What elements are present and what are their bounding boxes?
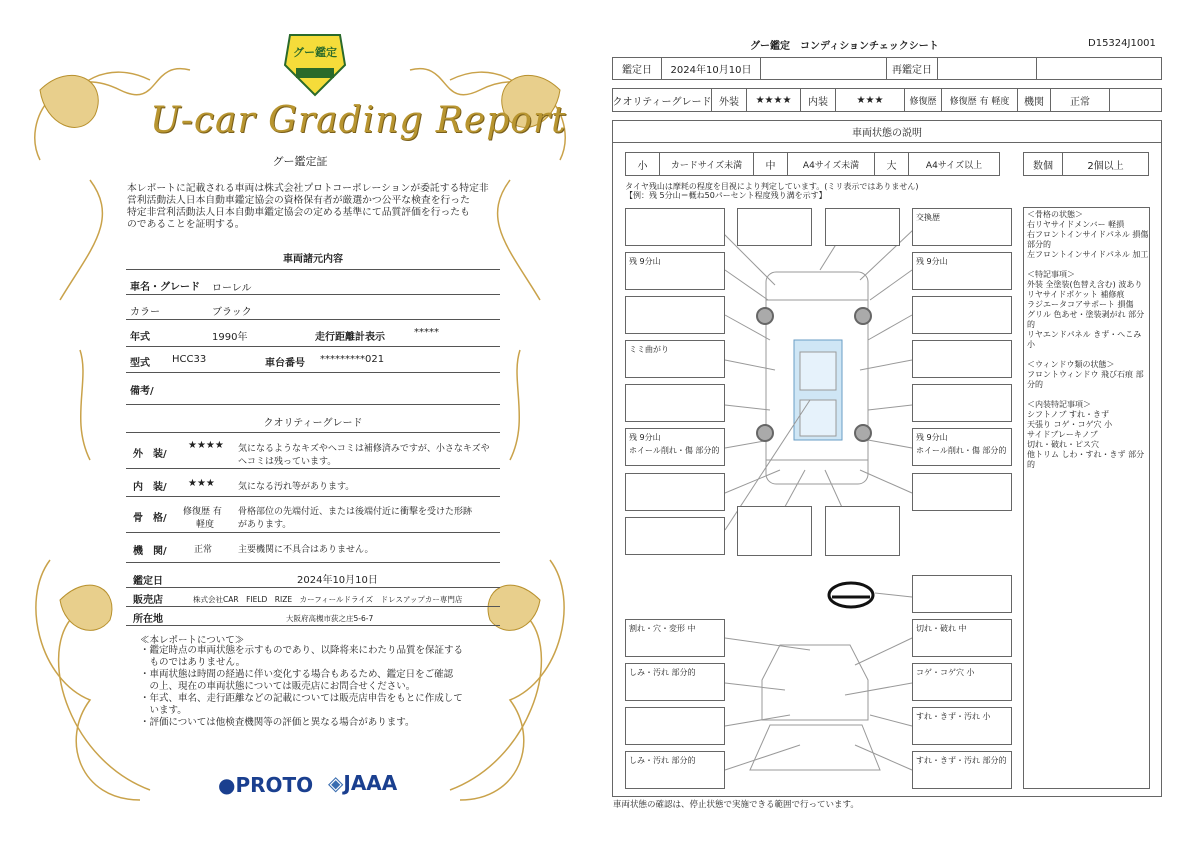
- box-label: すれ・きず・汚れ 小: [916, 712, 991, 721]
- size-key: 小: [625, 152, 660, 176]
- state-title: 車両状態の説明: [612, 120, 1162, 143]
- grade-desc: があります。: [238, 520, 292, 530]
- jaaa-logo: ◈JAAA: [328, 771, 398, 795]
- exterior-grade: ★★★★: [746, 88, 801, 112]
- redate-label: 再鑑定日: [886, 57, 938, 80]
- remarks-label: 備考/: [130, 386, 154, 397]
- notes-panel: ＜骨格の状態＞ 右リヤサイドメンバー 軽損 右フロントインサイドパネル 損傷 部分的 左フロントインサイドパネル 加工 ＜特記事項＞ 外装 全塗装(色替え含む) 波あり リヤサイドポケット 補修痕 ラジエータコアサポート 損傷 グリル 色あせ・塗装剥がれ 部分的 リヤエンドパネル きず・へこみ 小 ＜ウィンドウ類の状態＞ フロントウィンドウ 飛び石痕 部分的 ＜内装特記事項＞ シフトノブ すれ・きず 天張り コゲ・コゲ穴 小 サイドブレーキノブ 切れ・破れ・ピス穴 他トリム しわ・すれ・きず 部分的: [1023, 207, 1150, 789]
- shop-address: 大阪府高槻市荻之庄5-6-7: [286, 614, 374, 623]
- color-label: カラー: [130, 307, 160, 318]
- grade-label: 機 関/: [133, 546, 167, 557]
- engine-value: 正常: [1050, 88, 1110, 112]
- jaaa-icon: ◈: [328, 771, 344, 795]
- box-label: しみ・汚れ 部分的: [629, 756, 696, 765]
- box-label: 残 9分山: [629, 433, 661, 442]
- spec-title: 車両諸元内容: [283, 254, 343, 265]
- grade-value: 修復歴 有: [183, 507, 222, 517]
- intro-text: 本レポートに記載される車両は株式会社プロトコーポレーションが委託する特定非 営利活動法人日本自動車鑑定協会の資格保有者が厳選かつ公平な検査を行った 特定非営利活動法人日本自動車鑑定協会の定める基準にて品質評価を行ったも のであることを証明する。: [127, 183, 489, 230]
- shop-label: 販売店: [133, 595, 163, 606]
- proto-icon: ●: [218, 773, 236, 797]
- grade-desc: 主要機関に不具合はありません。: [238, 545, 374, 555]
- report-title: U-car Grading Report: [150, 100, 567, 141]
- grade-desc: ヘコミは残っています。: [238, 457, 337, 467]
- sheet-header: グー鑑定 コンディションチェックシート: [750, 41, 939, 52]
- box-label: すれ・きず・汚れ 部分的: [916, 756, 1007, 765]
- repair-label: 修復歴: [904, 88, 942, 112]
- model-label: 型式: [130, 358, 150, 369]
- exterior-label: 外装: [711, 88, 747, 112]
- grade-label: 外 装/: [133, 449, 167, 460]
- date-label: 鑑定日: [612, 57, 662, 80]
- quality-label: クオリティーグレード: [612, 88, 712, 112]
- box-label: 残 9分山: [916, 257, 948, 266]
- grading-date: 2024年10月10日: [297, 575, 378, 586]
- chassis-label: 車台番号: [265, 358, 305, 369]
- size-key: 中: [753, 152, 788, 176]
- grade-value: ★★★: [188, 478, 215, 489]
- car-color: ブラック: [212, 307, 252, 318]
- address-label: 所在地: [133, 614, 163, 625]
- car-name: ローレル: [212, 283, 252, 294]
- notes-title: ≪本レポートについて≫: [140, 635, 245, 646]
- date-label: 鑑定日: [133, 576, 163, 587]
- proto-logo: ●PROTO: [218, 773, 314, 797]
- engine-label: 機関: [1017, 88, 1051, 112]
- steering-wheel-icon: [829, 583, 873, 607]
- box-label: 切れ・破れ 中: [916, 624, 967, 633]
- box-label: コゲ・コゲ穴 小: [916, 668, 975, 677]
- tire-note: タイヤ残山は摩耗の程度を目視により判定しています。(ミリ表示ではありません): [625, 182, 919, 191]
- mileage-label: 走行距離計表示: [315, 332, 385, 343]
- logo-text: グー鑑定: [293, 46, 337, 59]
- doc-id: D15324J1001: [1088, 38, 1156, 49]
- tire-example: 【例：残 5分山＝概ね50パーセント程度残り溝を示す】: [625, 191, 827, 200]
- interior-grade: ★★★: [835, 88, 905, 112]
- count-value: 2個以上: [1062, 152, 1149, 176]
- size-desc: A4サイズ未満: [787, 152, 875, 176]
- sheet-footer: 車両状態の確認は、停止状態で実施できる範囲で行っています。: [613, 800, 859, 810]
- interior-label: 内装: [800, 88, 836, 112]
- box-label: しみ・汚れ 部分的: [629, 668, 696, 677]
- model-value: HCC33: [172, 354, 207, 365]
- box-label: 交換歴: [916, 213, 940, 222]
- size-desc: カードサイズ未満: [659, 152, 754, 176]
- count-label: 数個: [1023, 152, 1063, 176]
- notes-list: ・鑑定時点の車両状態を示すものであり、以降将来にわたり品質を保証する ものではありません。 ・車両状態は時間の経過に伴い変化する場合もあるため、鑑定日をご確認 の上、現在の車両状態については販売店にお問合せください。 ・年式、車名、走行距離などの記載については販売店申告をもとに作成して います。 ・評価については他検査機関等の評価と異なる場合があります。: [140, 645, 464, 728]
- box-label: ホイール削れ・傷 部分的: [629, 446, 720, 455]
- box-label: ミミ曲がり: [629, 345, 669, 354]
- repair-value: 修復歴 有 軽度: [941, 88, 1018, 112]
- name-label: 車名・グレード: [130, 282, 200, 293]
- grade-desc: 骨格部位の先端付近、または後端付近に衝撃を受けた形跡: [238, 507, 473, 517]
- grade-value: ★★★★: [188, 440, 224, 451]
- shop-name: 株式会社CAR FIELD RIZE カーフィールドライズ ドレスアップカー専門店: [193, 595, 463, 604]
- chassis-value: *********021: [320, 354, 385, 365]
- box-label: ホイール削れ・傷 部分的: [916, 446, 1007, 455]
- grade-desc: 気になるようなキズやヘコミは補修済みですが、小さなキズや: [238, 444, 490, 454]
- box-label: 残 9分山: [916, 433, 948, 442]
- grade-value: 軽度: [196, 520, 215, 530]
- size-key: 大: [874, 152, 909, 176]
- grade-label: 内 装/: [133, 482, 167, 493]
- grade-label: 骨 格/: [133, 513, 167, 524]
- box-label: 割れ・穴・変形 中: [629, 624, 696, 633]
- grade-value: 正常: [194, 545, 213, 555]
- size-desc: A4サイズ以上: [908, 152, 1000, 176]
- mileage-value: *****: [414, 327, 439, 338]
- certificate-title: グー鑑定証: [272, 155, 328, 168]
- quality-title: クオリティーグレード: [263, 418, 363, 429]
- condition-check-sheet: [600, 0, 1200, 848]
- grading-date: 2024年10月10日: [661, 57, 761, 80]
- year-label: 年式: [130, 332, 150, 343]
- car-year: 1990年: [212, 332, 248, 343]
- grade-desc: 気になる汚れ等があります。: [238, 482, 355, 492]
- box-label: 残 9分山: [629, 257, 661, 266]
